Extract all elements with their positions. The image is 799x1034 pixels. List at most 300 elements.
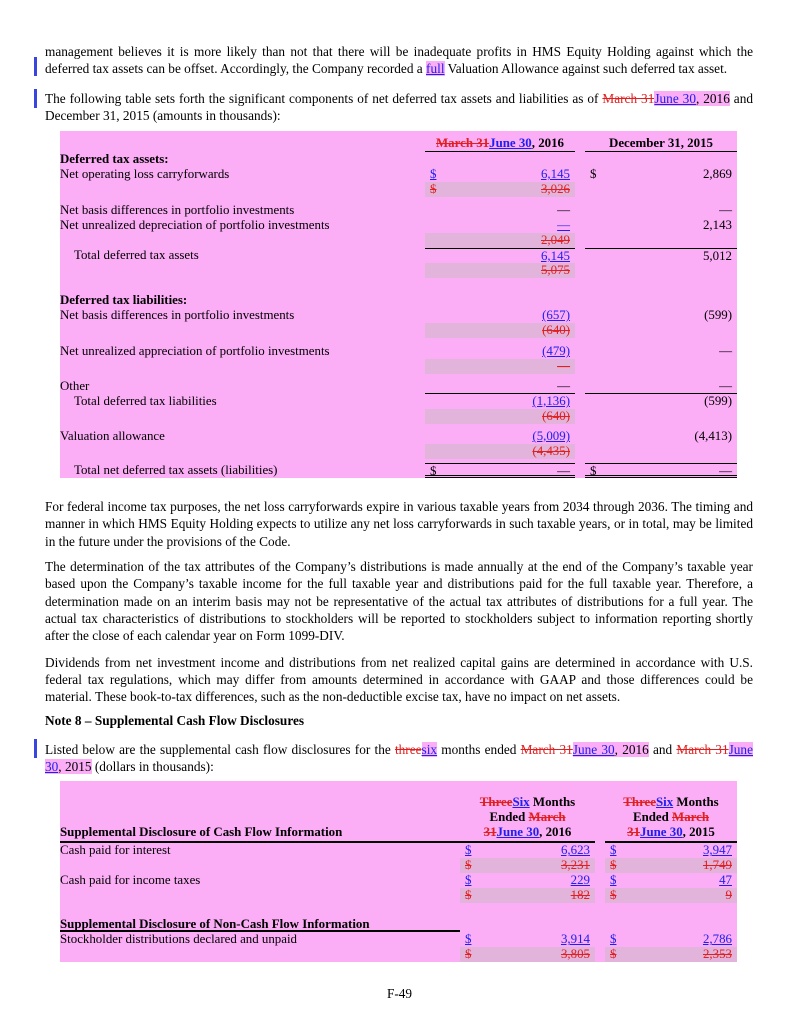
row-label: Net operating loss carryforwards	[60, 167, 230, 182]
text-run: —	[719, 203, 732, 218]
amount-cell	[425, 429, 575, 444]
deleted-text: $	[610, 947, 617, 962]
amount-cell	[585, 293, 737, 308]
table-row	[60, 463, 737, 478]
inserted-text: June 30	[640, 825, 683, 840]
text-run: and	[648, 741, 677, 757]
text-run: Valuation Allowance against such deferred tax asset.	[444, 61, 728, 77]
text-run: Months	[529, 795, 576, 810]
amount-cell	[585, 182, 737, 197]
highlighted-text: , 2016	[614, 741, 649, 757]
deleted-amount-row	[60, 947, 737, 962]
amount-value	[571, 873, 590, 888]
row-label: Net basis differences in portfolio investments	[60, 203, 295, 218]
row-label	[60, 409, 425, 424]
amount-cell	[425, 203, 575, 218]
amount-value	[703, 932, 732, 947]
amount-cell	[425, 152, 575, 167]
spacer-row	[60, 903, 737, 917]
amount-value	[561, 843, 590, 858]
row-label	[60, 444, 425, 459]
amount-value	[542, 409, 570, 424]
amount-cell	[585, 444, 737, 459]
amount-cell	[605, 932, 737, 947]
text-run: —	[557, 464, 570, 479]
deleted-text: March 31	[676, 741, 729, 757]
text-run: —	[719, 379, 732, 394]
deleted-text: three	[394, 741, 422, 757]
deleted-text: 5,075	[540, 263, 570, 278]
deleted-text: Three	[479, 795, 513, 810]
text-run: 2,143	[702, 218, 732, 233]
deleted-amount-row	[60, 263, 737, 278]
column-gap	[575, 233, 585, 248]
amount-cell	[585, 308, 737, 323]
inserted-text: $	[465, 843, 472, 858]
amount-cell	[425, 359, 575, 374]
deleted-text: 31	[483, 825, 497, 840]
deleted-text: March	[672, 810, 710, 825]
inserted-text: (479)	[542, 344, 570, 359]
currency-sign	[610, 888, 616, 903]
header-line	[460, 810, 595, 825]
amount-cell	[585, 263, 737, 278]
header-line	[460, 825, 595, 840]
column-gap	[575, 218, 585, 233]
deleted-text: 2,353	[702, 947, 732, 962]
column-gap	[575, 167, 585, 182]
column-gap	[595, 858, 605, 873]
inserted-text: 3,914	[560, 932, 590, 947]
column-gap	[575, 152, 585, 167]
inserted-text: (5,009)	[532, 429, 570, 444]
amount-cell	[585, 359, 737, 374]
amount-cell	[605, 947, 737, 962]
row-label: Net unrealized depreciation of portfolio investments	[60, 218, 330, 233]
cash-flow-table-body	[60, 843, 737, 962]
amount-value	[542, 344, 570, 359]
amount-value	[557, 359, 570, 374]
row-label	[60, 888, 460, 903]
currency-sign	[590, 167, 596, 182]
table-row	[60, 843, 737, 858]
table-row	[60, 248, 737, 263]
amount-cell	[585, 409, 737, 424]
text-run: $	[430, 464, 437, 479]
column-gap	[575, 323, 585, 338]
amount-cell	[425, 182, 575, 197]
amount-cell	[585, 218, 737, 233]
text-run: Ended	[489, 810, 529, 825]
change-bar	[34, 89, 37, 108]
page-number: F-49	[386, 986, 413, 1001]
inserted-text: $	[610, 932, 617, 947]
table-row	[60, 379, 737, 394]
amount-cell	[585, 394, 737, 409]
currency-sign	[430, 464, 437, 479]
deleted-text: March 31	[520, 741, 573, 757]
table-row	[60, 394, 737, 409]
text-run: 2,869	[702, 167, 732, 182]
text-run: (dollars in thousands):	[91, 759, 214, 775]
deleted-amount-row	[60, 182, 737, 197]
deleted-text: 31	[627, 825, 641, 840]
column-gap	[575, 203, 585, 218]
amount-cell	[585, 323, 737, 338]
table-row	[60, 218, 737, 233]
amount-value	[561, 858, 590, 873]
amount-value	[703, 947, 732, 962]
inserted-text: —	[557, 218, 570, 233]
inserted-text: $	[610, 843, 617, 858]
deleted-text: 3,026	[540, 182, 570, 197]
row-label: Stockholder distributions declared and unpaid	[60, 932, 297, 947]
inserted-text: Six	[656, 795, 674, 810]
deleted-text: March 31	[436, 136, 490, 151]
amount-cell	[585, 429, 737, 444]
inserted-text: $	[465, 873, 472, 888]
deleted-text: 3,231	[560, 858, 590, 873]
table-row	[60, 932, 737, 947]
amount-value	[704, 394, 732, 409]
amount-value	[694, 429, 732, 444]
table-row	[60, 344, 737, 359]
amount-cell	[585, 203, 737, 218]
column-gap	[575, 359, 585, 374]
inserted-text: June 30	[572, 741, 615, 757]
amount-cell	[425, 308, 575, 323]
paragraph-dividends	[45, 654, 753, 706]
text-run: Dividends from net investment income and distributions from net realized capital gains are determined in accordance with U.S. federal tax regulations, which may differ from amounts determined in accordance with GAAP and those differences could be material. These book-to-tax differences, such as the non-deductible excise tax, have no impact on net assets.	[45, 654, 753, 705]
deleted-text: $	[465, 947, 472, 962]
amount-cell	[460, 888, 595, 903]
column-gap	[575, 463, 585, 478]
header-line	[605, 795, 737, 810]
inserted-text: 3,947	[702, 843, 732, 858]
currency-sign	[465, 873, 471, 888]
cash-flow-table-header	[60, 781, 737, 843]
amount-cell	[585, 152, 737, 167]
text-run: —	[557, 203, 570, 218]
column-header-six-months-2016	[460, 795, 595, 843]
amount-cell	[425, 463, 575, 478]
amount-value	[726, 888, 732, 903]
column-gap	[595, 843, 605, 858]
table-row	[60, 429, 737, 444]
highlighted-text: , 2016	[695, 90, 730, 106]
deleted-amount-row	[60, 323, 737, 338]
row-label	[60, 263, 425, 278]
deleted-text: March	[528, 810, 566, 825]
amount-value	[703, 858, 732, 873]
amount-value	[557, 218, 570, 233]
inserted-text: Six	[512, 795, 530, 810]
inserted-text: June 30	[654, 90, 696, 106]
amount-cell	[460, 917, 595, 932]
row-label: Valuation allowance	[60, 429, 165, 444]
row-label: Net unrealized appreciation of portfolio investments	[60, 344, 330, 359]
text-run: (599)	[704, 308, 732, 323]
row-label	[60, 359, 425, 374]
currency-sign	[610, 932, 616, 947]
currency-sign	[430, 182, 436, 197]
deleted-text: 182	[570, 888, 590, 903]
column-gap	[575, 263, 585, 278]
amount-cell	[425, 444, 575, 459]
amount-cell	[460, 873, 595, 888]
row-label: Supplemental Disclosure of Non-Cash Flow Information	[60, 917, 460, 932]
column-header-six-months-2015	[605, 795, 737, 843]
amount-cell	[585, 233, 737, 248]
inserted-text: full	[426, 61, 445, 77]
currency-sign	[465, 932, 471, 947]
amount-cell	[425, 344, 575, 359]
deleted-amount-row	[60, 359, 737, 374]
inserted-text: $	[465, 932, 472, 947]
amount-cell	[460, 947, 595, 962]
text-run: The determination of the tax attributes of the Company’s distributions is made annually at the end of the Company’s taxable year based upon the Company’s taxable income for the full taxable year and distributions paid for the full taxable year. Therefore, a determination made on an interim basis may not be representative of the actual tax attributes of distributions for a full year. The actual tax characteristics of distributions to stockholders will be reported to stockholders subject to information reporting shortly after the close of each calendar year on Form 1099-DIV.	[45, 559, 753, 644]
text-run: , 2016	[531, 136, 564, 151]
deleted-text: $	[610, 858, 617, 873]
text-run: —	[557, 379, 570, 394]
amount-cell	[425, 218, 575, 233]
amount-value	[542, 308, 570, 323]
inserted-text: 6,145	[540, 167, 570, 182]
highlighted-text: , 2015	[58, 759, 92, 775]
amount-value	[541, 167, 570, 182]
row-label	[60, 233, 425, 248]
inserted-text: 229	[570, 873, 590, 888]
column-header-december-2015: December 31, 2015	[585, 135, 737, 152]
amount-value	[703, 218, 732, 233]
amount-value	[541, 263, 570, 278]
amount-cell	[605, 858, 737, 873]
text-run: (4,413)	[694, 429, 732, 444]
deleted-text: 2,049	[540, 233, 570, 248]
currency-sign	[590, 464, 597, 479]
text-run: and December 31, 2015 (amounts in thousands):	[45, 90, 754, 123]
row-label: Total deferred tax liabilities	[74, 394, 217, 409]
row-label	[60, 947, 460, 962]
amount-value	[703, 249, 732, 263]
row-label	[60, 182, 425, 197]
amount-cell	[460, 858, 595, 873]
row-label: Deferred tax assets:	[60, 152, 169, 167]
column-gap	[575, 429, 585, 444]
amount-cell	[425, 293, 575, 308]
amount-value	[703, 843, 732, 858]
currency-sign	[610, 947, 616, 962]
amount-value	[571, 888, 590, 903]
deferred-tax-table-header	[60, 131, 737, 152]
text-run: $	[590, 167, 597, 182]
amount-value	[719, 344, 732, 359]
text-run: 5,012	[702, 249, 732, 264]
amount-cell	[425, 248, 575, 263]
amount-value	[532, 394, 570, 409]
currency-sign	[430, 167, 436, 182]
paragraph-carryforwards-expiry	[45, 498, 753, 550]
text-run: , 2016	[539, 825, 572, 840]
amount-value	[557, 464, 570, 479]
amount-value	[704, 308, 732, 323]
table-row	[60, 167, 737, 182]
inserted-text: 2,786	[702, 932, 732, 947]
amount-value	[561, 947, 590, 962]
table-row	[60, 308, 737, 323]
deleted-text: (640)	[542, 409, 570, 424]
deleted-text: March 31	[602, 90, 655, 106]
inserted-text: 47	[719, 873, 732, 888]
inserted-text: $	[610, 873, 617, 888]
table-row	[60, 873, 737, 888]
inserted-text: June 30	[496, 825, 540, 840]
text-run: —	[719, 344, 732, 359]
amount-cell	[425, 409, 575, 424]
inserted-text: six	[421, 741, 438, 757]
amount-cell	[585, 463, 737, 478]
deleted-text: $	[465, 888, 472, 903]
amount-value	[557, 379, 570, 393]
text-run: Ended	[632, 810, 673, 825]
amount-cell	[605, 917, 737, 932]
currency-sign	[465, 888, 471, 903]
inserted-text: 6,623	[560, 843, 590, 858]
note8-heading: Note 8 – Supplemental Cash Flow Disclosures	[45, 713, 305, 729]
row-label	[60, 323, 425, 338]
text-run: $	[590, 464, 597, 479]
row-label: Other	[60, 379, 90, 394]
amount-value	[541, 249, 570, 263]
text-run: management believes it is more likely than not that there will be inadequate profits in HMS Equity Holding against which the deferred tax assets can be offset. Accordingly, the Company recorded a	[45, 44, 753, 77]
amount-value	[719, 379, 732, 393]
inserted-text: June 30	[45, 741, 753, 775]
column-gap	[595, 947, 605, 962]
text-run: , 2015	[682, 825, 715, 840]
text-run: Listed below are the supplemental cash flow disclosures for the	[45, 741, 395, 757]
column-gap	[575, 182, 585, 197]
currency-sign	[465, 843, 471, 858]
cash-flow-header-label: Supplemental Disclosure of Cash Flow Information	[60, 825, 460, 843]
currency-sign	[465, 858, 471, 873]
amount-cell	[425, 263, 575, 278]
column-header-june-2016	[425, 135, 575, 152]
deleted-text: (4,435)	[532, 444, 570, 459]
deferred-tax-table	[60, 131, 737, 478]
amount-cell	[425, 379, 575, 394]
deleted-text: —	[557, 359, 570, 374]
table-row	[60, 203, 737, 218]
paragraph-deferred-tax-intro	[45, 90, 753, 125]
deleted-amount-row	[60, 888, 737, 903]
row-label: Net basis differences in portfolio investments	[60, 308, 295, 323]
header-line	[605, 825, 737, 840]
amount-cell	[585, 344, 737, 359]
text-run: —	[719, 464, 732, 479]
amount-value	[541, 233, 570, 248]
inserted-text: (1,136)	[532, 394, 570, 409]
deleted-text: 1,749	[702, 858, 732, 873]
section-header-row	[60, 152, 737, 167]
section-header-row	[60, 293, 737, 308]
deleted-text: $	[610, 888, 617, 903]
amount-value	[703, 167, 732, 182]
deleted-text: 3,805	[560, 947, 590, 962]
amount-value	[719, 203, 732, 218]
amount-value	[542, 323, 570, 338]
paragraph-tax-attributes	[45, 558, 753, 644]
text-run: (599)	[704, 394, 732, 409]
column-gap	[575, 344, 585, 359]
amount-value	[557, 203, 570, 218]
change-bar	[34, 57, 37, 76]
column-gap	[575, 308, 585, 323]
row-label: Total net deferred tax assets (liabilities)	[74, 463, 278, 478]
deferred-tax-table-body	[60, 152, 737, 478]
currency-sign	[610, 858, 616, 873]
amount-cell	[605, 873, 737, 888]
amount-cell	[425, 394, 575, 409]
amount-cell	[605, 843, 737, 858]
text-run: Months	[673, 795, 719, 810]
deleted-text: 9	[725, 888, 732, 903]
inserted-text: $	[430, 167, 437, 182]
amount-cell	[425, 167, 575, 182]
amount-value	[541, 182, 570, 197]
cash-flow-table	[60, 781, 737, 962]
change-bar	[34, 739, 37, 758]
column-gap	[595, 917, 605, 932]
amount-value	[719, 873, 732, 888]
currency-sign	[610, 873, 616, 888]
amount-value	[719, 464, 732, 479]
deleted-amount-row	[60, 858, 737, 873]
deleted-text: (640)	[542, 323, 570, 338]
amount-cell	[460, 843, 595, 858]
row-label: Deferred tax liabilities:	[60, 293, 188, 308]
column-gap	[595, 873, 605, 888]
column-gap	[575, 444, 585, 459]
column-gap	[575, 248, 585, 263]
column-gap	[575, 293, 585, 308]
header-line	[460, 795, 595, 810]
row-label	[60, 858, 460, 873]
paragraph-valuation-allowance	[45, 43, 753, 78]
amount-value	[561, 932, 590, 947]
deleted-amount-row	[60, 233, 737, 248]
deleted-amount-row	[60, 409, 737, 424]
amount-cell	[585, 379, 737, 394]
column-gap	[575, 394, 585, 409]
amount-value	[532, 429, 570, 444]
paragraph-cash-flow-intro	[45, 741, 753, 776]
section-header-row	[60, 917, 737, 932]
column-gap	[575, 409, 585, 424]
header-line	[605, 810, 737, 825]
amount-cell	[585, 248, 737, 263]
row-label: Total deferred tax assets	[74, 248, 199, 263]
amount-cell	[425, 323, 575, 338]
deleted-text: $	[465, 858, 472, 873]
currency-sign	[610, 843, 616, 858]
inserted-text: 6,145	[540, 249, 570, 264]
amount-cell	[460, 932, 595, 947]
inserted-text: (657)	[542, 308, 570, 323]
row-label: Cash paid for income taxes	[60, 873, 201, 888]
column-gap	[575, 379, 585, 394]
text-run: The following table sets forth the significant components of net deferred tax assets and liabilities as of	[45, 90, 603, 106]
deleted-text: $	[430, 182, 437, 197]
